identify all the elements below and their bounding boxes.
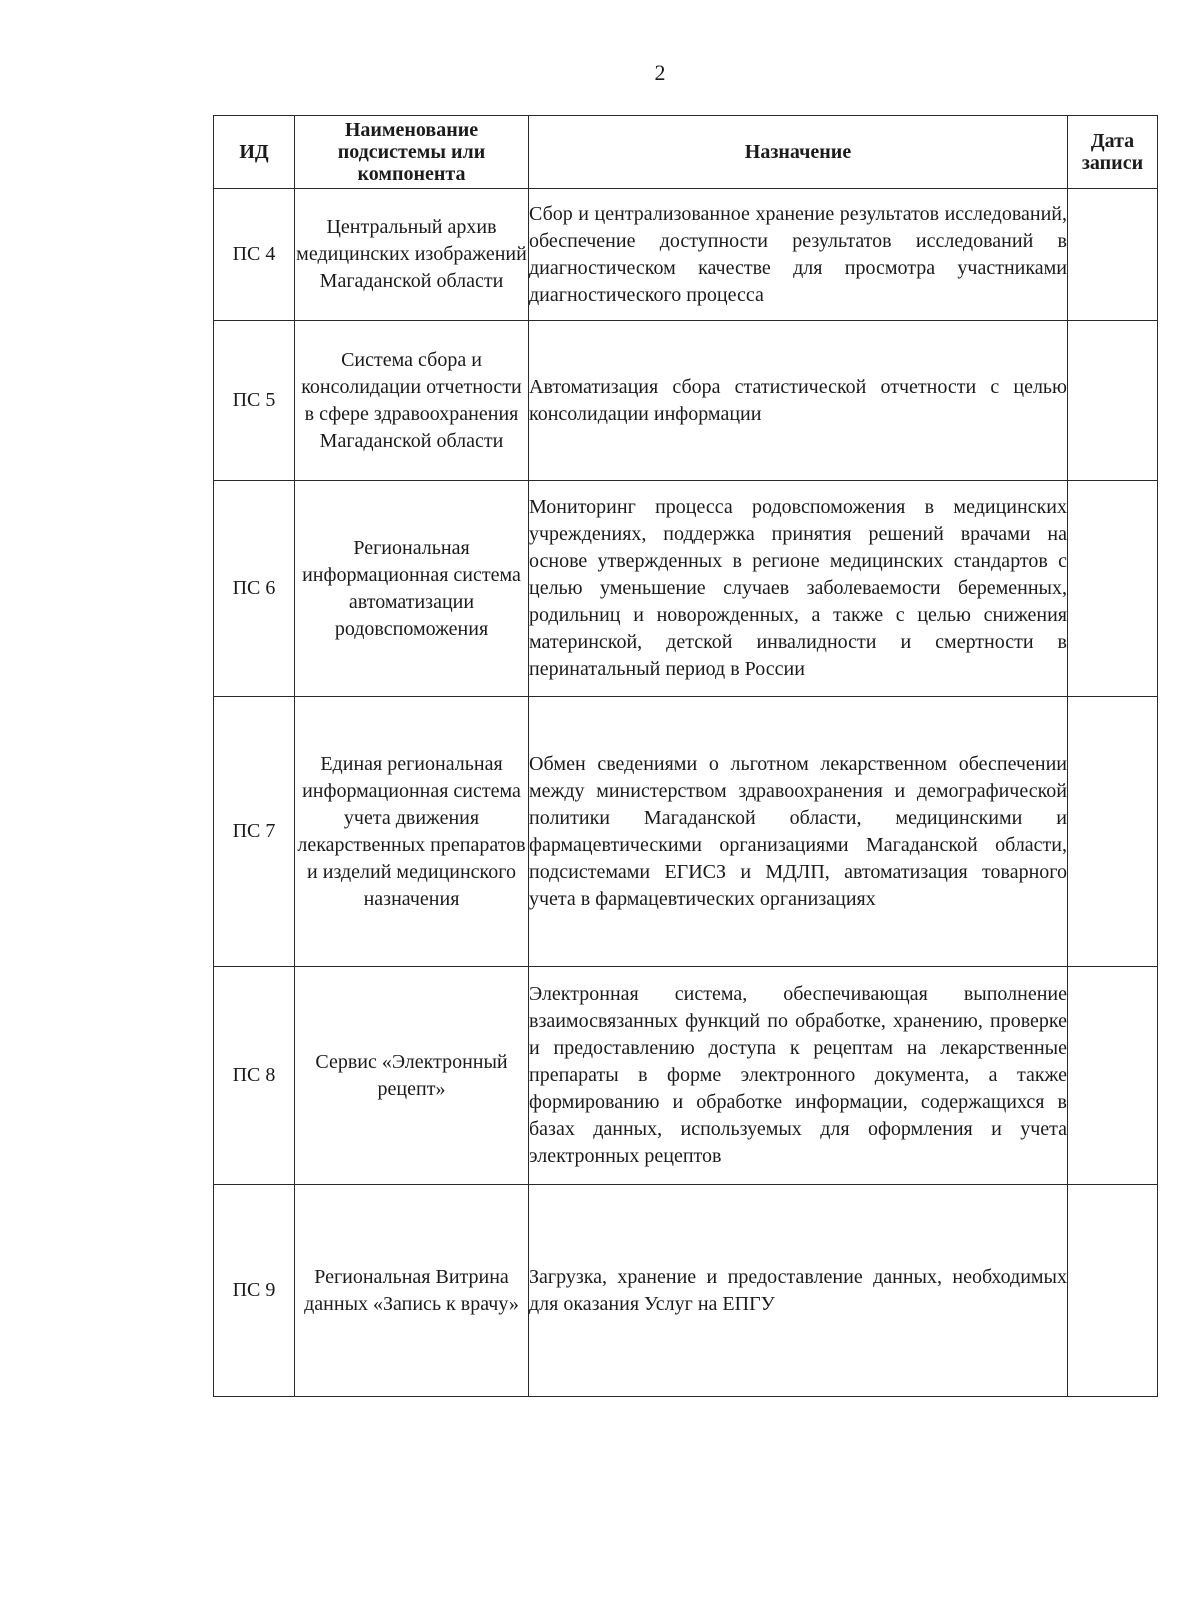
row-name: Региональная Витрина данных «Запись к врачу» — [295, 1185, 529, 1397]
subsystems-table — [213, 115, 1158, 1397]
row-purpose: Сбор и централизованное хранение результатов исследований, обеспечение доступности результатов исследований в диагностическом качестве для просмотра участниками диагностического процесса — [529, 189, 1068, 321]
header-purpose: Назначение — [529, 116, 1068, 189]
row-purpose: Мониторинг процесса родовспоможения в медицинских учреждениях, поддержка принятия решений врачами на основе утвержденных в регионе медицинских стандартов с целью уменьшение случаев заболеваемости беременных, родильниц и новорожденных, а также с целью снижения материнской, детской инвалидности и смертности в перинатальный период в России — [529, 481, 1068, 697]
row-purpose: Обмен сведениями о льготном лекарственном обеспечении между министерством здравоохранения и демографической политики Магаданской области, медицинскими и фармацевтическими организациями Магаданской области, подсистемами ЕГИСЗ и МДЛП, автоматизация товарного учета в фармацевтических организациях — [529, 697, 1068, 967]
row-name: Центральный архив медицинских изображений Магаданской области — [295, 189, 529, 321]
table-header-row — [214, 116, 1158, 189]
row-date — [1068, 321, 1158, 481]
row-name: Сервис «Электронный рецепт» — [295, 967, 529, 1185]
table-row — [214, 1185, 1158, 1397]
table-row — [214, 189, 1158, 321]
row-date — [1068, 1185, 1158, 1397]
row-date — [1068, 697, 1158, 967]
header-name: Наименование подсистемы или компонента — [295, 116, 529, 189]
row-purpose: Автоматизация сбора статистической отчетности с целью консолидации информации — [529, 321, 1068, 481]
row-id: ПС 9 — [214, 1185, 295, 1397]
table-row — [214, 697, 1158, 967]
row-id: ПС 4 — [214, 189, 295, 321]
header-id: ИД — [214, 116, 295, 189]
row-name: Единая региональная информационная система учета движения лекарственных препаратов и изделий медицинского назначения — [295, 697, 529, 967]
row-id: ПС 8 — [214, 967, 295, 1185]
row-name: Система сбора и консолидации отчетности в сфере здравоохранения Магаданской области — [295, 321, 529, 481]
header-date: Дата записи — [1068, 116, 1158, 189]
row-purpose: Загрузка, хранение и предоставление данных, необходимых для оказания Услуг на ЕПГУ — [529, 1185, 1068, 1397]
row-purpose: Электронная система, обеспечивающая выполнение взаимосвязанных функций по обработке, хранению, проверке и предоставлению доступа к рецептам на лекарственные препараты в форме электронного документа, а также формированию и обработке информации, содержащихся в базах данных, используемых для оформления и учета электронных рецептов — [529, 967, 1068, 1185]
row-date — [1068, 189, 1158, 321]
row-id: ПС 6 — [214, 481, 295, 697]
row-name: Региональная информационная система автоматизации родовспоможения — [295, 481, 529, 697]
page-number: 2 — [654, 60, 666, 85]
table-row — [214, 321, 1158, 481]
table-row — [214, 481, 1158, 697]
row-id: ПС 5 — [214, 321, 295, 481]
row-date — [1068, 967, 1158, 1185]
row-date — [1068, 481, 1158, 697]
row-id: ПС 7 — [214, 697, 295, 967]
table-row — [214, 967, 1158, 1185]
